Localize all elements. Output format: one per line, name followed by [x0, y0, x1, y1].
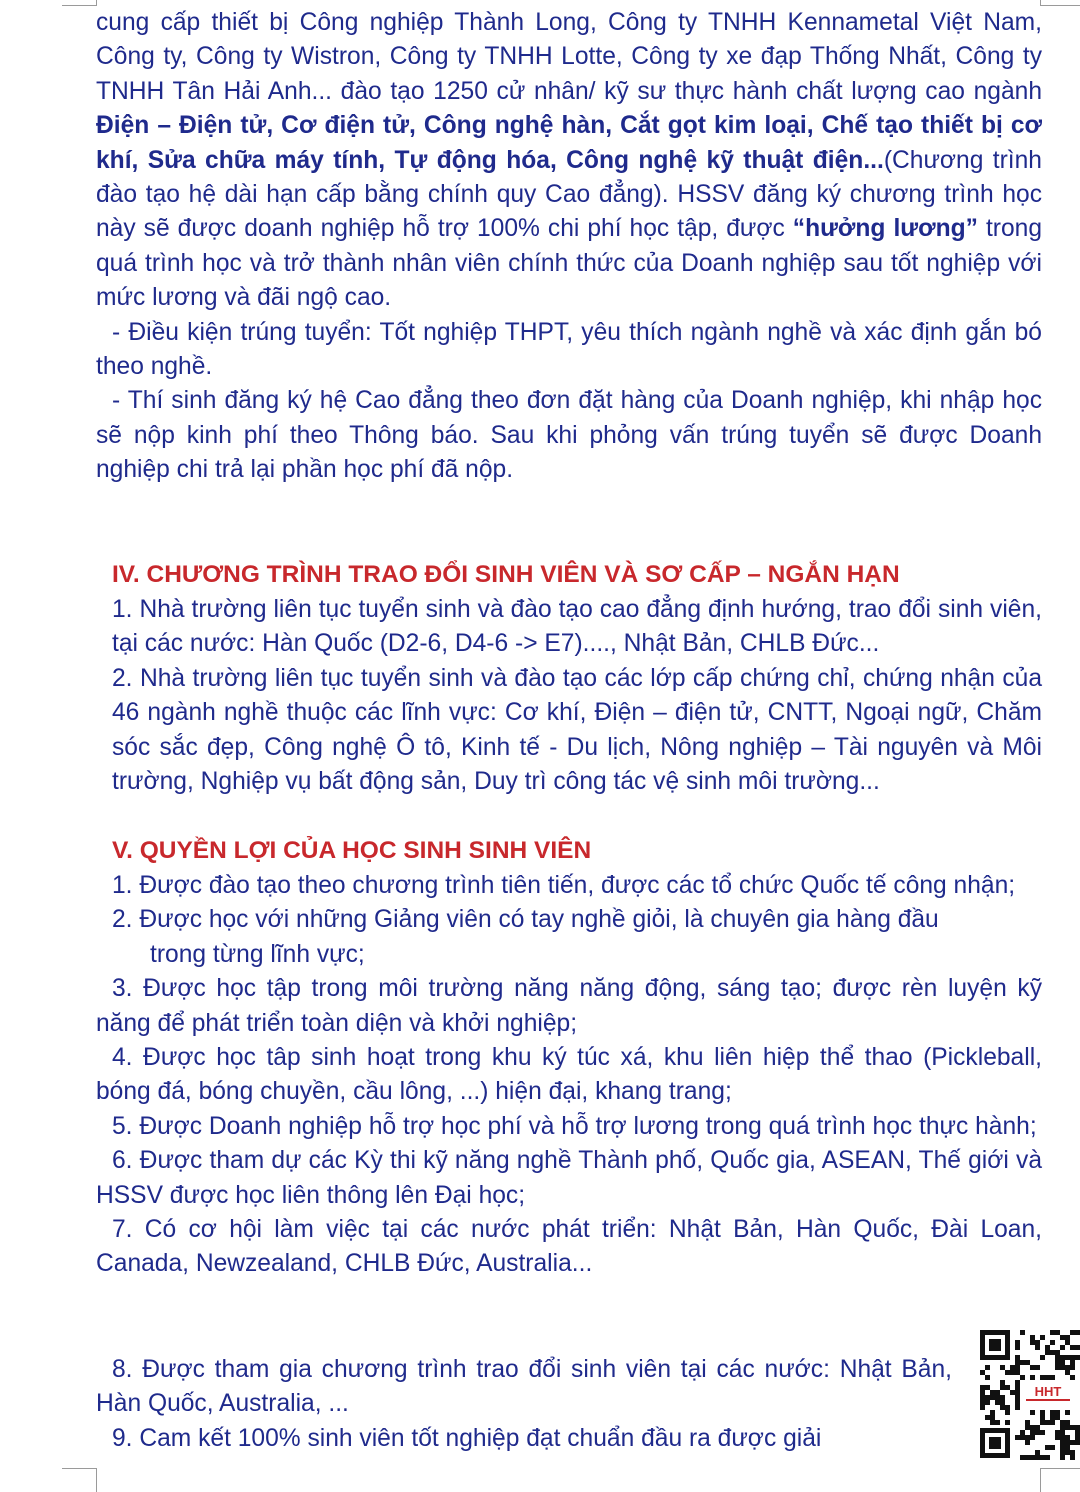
intro-block — [96, 6, 1042, 488]
qr-module — [985, 1385, 990, 1390]
paragraph-text: trong quá trình học và trở thành nhân viên chính thức của Doanh nghiệp sau tốt nghiệp với mức lương và đãi ngộ cao. — [96, 215, 1042, 312]
qr-module — [985, 1365, 990, 1370]
qr-module — [1015, 1400, 1020, 1405]
qr-module — [1045, 1375, 1050, 1380]
qr-module — [1020, 1430, 1025, 1435]
qr-code-image — [978, 1328, 1080, 1462]
section-v-list-narrow — [96, 1353, 952, 1456]
qr-module — [1030, 1375, 1035, 1380]
qr-module — [985, 1375, 990, 1380]
qr-module — [995, 1420, 1000, 1425]
qr-module — [1050, 1410, 1055, 1415]
qr-module — [1070, 1345, 1075, 1350]
qr-module — [1035, 1340, 1040, 1345]
qr-module — [1055, 1355, 1060, 1360]
list-item: 9. Cam kết 100% sinh viên tốt nghiệp đạt chuẩn đầu ra được giải — [112, 1424, 822, 1452]
qr-module — [1005, 1385, 1010, 1390]
qr-module — [990, 1415, 995, 1420]
list-item: 7. Có cơ hội làm việc tại các nước phát triển: Nhật Bản, Hàn Quốc, Đài Loan, Canada, Newzealand, CHLB Đức, Australia... — [96, 1216, 1042, 1278]
list-item: 8. Được tham gia chương trình trao đổi sinh viên tại các nước: Nhật Bản, Hàn Quốc, Australia, ... — [96, 1356, 952, 1418]
qr-module — [1015, 1380, 1020, 1385]
qr-module — [1065, 1420, 1070, 1425]
qr-module — [1040, 1375, 1045, 1380]
qr-module — [1055, 1435, 1060, 1440]
qr-module — [1070, 1360, 1075, 1365]
qr-module — [1050, 1375, 1055, 1380]
qr-module — [1060, 1445, 1065, 1450]
qr-module — [1060, 1450, 1065, 1455]
qr-module — [1030, 1430, 1035, 1435]
qr-module — [1060, 1365, 1065, 1370]
qr-module — [1015, 1355, 1020, 1360]
qr-module — [1030, 1455, 1035, 1460]
qr-module — [1040, 1355, 1045, 1360]
qr-module — [1065, 1435, 1070, 1440]
qr-module — [1075, 1430, 1080, 1435]
qr-module — [1065, 1355, 1070, 1360]
list-item: 1. Được đào tạo theo chương trình tiên tiến, được các tổ chức Quốc tế công nhận; — [112, 872, 1016, 899]
qr-module — [1015, 1360, 1020, 1365]
qr-module — [1060, 1345, 1065, 1350]
qr-module — [990, 1390, 995, 1395]
qr-module — [1060, 1430, 1065, 1435]
qr-module — [1000, 1365, 1005, 1370]
list-item: 5. Được Doanh nghiệp hỗ trợ học phí và hỗ trợ lương trong quá trình học thực hành; — [112, 1112, 1037, 1140]
qr-module — [980, 1370, 985, 1375]
section-v-list — [96, 869, 1042, 1282]
qr-module — [1075, 1425, 1080, 1430]
qr-module — [1030, 1435, 1035, 1440]
qr-module — [1020, 1455, 1025, 1460]
qr-module — [1030, 1425, 1035, 1430]
qr-module — [1015, 1365, 1020, 1370]
qr-module — [1035, 1425, 1040, 1430]
qr-module — [1065, 1425, 1070, 1430]
qr-module — [1055, 1365, 1060, 1370]
list-item: 3. Được học tập trong môi trường năng năng động, sáng tạo; được rèn luyện kỹ năng để phát triển toàn diện và khởi nghiệp; — [96, 975, 1042, 1037]
qr-module — [1045, 1345, 1050, 1350]
qr-module — [1020, 1360, 1025, 1365]
list-item: 1. Nhà trường liên tục tuyển sinh và đào tạo cao đẳng định hướng, trao đổi sinh viên, tại các nước: Hàn Quốc (D2-6, D4-6 -> E7)...., Nhật Bản, CHLB Đức... — [112, 596, 1042, 658]
section-v-heading: V. QUYỀN LỢI CỦA HỌC SINH SINH VIÊN — [112, 837, 592, 864]
section-iv-list — [96, 593, 1042, 799]
qr-module — [980, 1390, 985, 1395]
qr-module — [1020, 1330, 1025, 1335]
qr-module — [1050, 1340, 1055, 1345]
qr-module — [1060, 1455, 1065, 1460]
qr-module — [1015, 1370, 1020, 1375]
qr-module — [985, 1415, 990, 1420]
qr-module — [990, 1395, 995, 1400]
qr-module — [1075, 1345, 1080, 1350]
qr-module — [1050, 1415, 1055, 1420]
qr-module — [1015, 1340, 1020, 1345]
qr-module — [1070, 1365, 1075, 1370]
qr-module — [1065, 1445, 1070, 1450]
qr-module — [1035, 1455, 1040, 1460]
qr-module — [1020, 1435, 1025, 1440]
tuition-refund-note: - Thí sinh đăng ký hệ Cao đẳng theo đơn đặt hàng của Doanh nghiệp, khi nhập học sẽ nộp kinh phí theo Thông báo. Sau khi phỏng vấn trúng tuyển sẽ được Doanh nghiệp chi trả lại phần học phí đã nộp. — [96, 387, 1042, 484]
qr-module — [1055, 1410, 1060, 1415]
paragraph-text: cung cấp thiết bị Công nghiệp Thành Long, Công ty TNHH Kennametal Việt Nam, Công ty, Công ty Wistron, Công ty TNHH Lotte, Công ty xe đạp Thống Nhất, Công ty TNHH Tân Hải Anh... đào tạo 1250 cử nhân/ kỹ sư thực hành chất lượng cao ngành — [96, 9, 1042, 105]
qr-module — [980, 1405, 985, 1410]
list-item-continuation: trong từng lĩnh vực; — [150, 940, 365, 968]
qr-module — [1000, 1380, 1005, 1385]
qr-module — [1015, 1390, 1020, 1395]
qr-module — [1050, 1420, 1055, 1425]
qr-module — [1075, 1355, 1080, 1360]
qr-code[interactable] — [978, 1328, 1080, 1462]
qr-module — [1030, 1365, 1035, 1370]
salary-bold-text: “hưởng lương” — [792, 215, 978, 243]
qr-module — [1070, 1375, 1075, 1380]
qr-module — [1015, 1345, 1020, 1350]
section-iv-heading: IV. CHƯƠNG TRÌNH TRAO ĐỔI SINH VIÊN VÀ SƠ CẤP – NGẮN HẠN — [112, 561, 900, 588]
list-item: 2. Được học với những Giảng viên có tay nghề giỏi, là chuyên gia hàng đầu — [112, 906, 939, 934]
qr-module — [1065, 1440, 1070, 1445]
qr-module — [1030, 1410, 1035, 1415]
qr-module — [1055, 1430, 1060, 1435]
qr-module — [1065, 1450, 1070, 1455]
qr-module — [1045, 1420, 1050, 1425]
qr-module — [1075, 1440, 1080, 1445]
qr-module — [990, 1420, 995, 1425]
qr-module — [1070, 1455, 1075, 1460]
qr-module — [1025, 1440, 1030, 1445]
qr-module — [1000, 1400, 1005, 1405]
qr-module — [1025, 1425, 1030, 1430]
qr-module — [1045, 1455, 1050, 1460]
qr-module — [1000, 1385, 1005, 1390]
qr-module — [1055, 1360, 1060, 1365]
qr-module — [1045, 1445, 1050, 1450]
qr-module — [980, 1400, 985, 1405]
qr-module — [990, 1410, 995, 1415]
qr-logo-text: HHT — [1034, 1384, 1062, 1399]
qr-module — [1025, 1435, 1030, 1440]
qr-module — [1035, 1450, 1040, 1455]
qr-module — [1025, 1420, 1030, 1425]
qr-module — [1045, 1350, 1050, 1355]
qr-module — [1055, 1330, 1060, 1335]
qr-module — [1005, 1370, 1010, 1375]
qr-module — [1040, 1455, 1045, 1460]
qr-module — [1040, 1335, 1045, 1340]
qr-module — [1025, 1360, 1030, 1365]
qr-module — [985, 1395, 990, 1400]
qr-module — [1035, 1430, 1040, 1435]
qr-module — [1065, 1370, 1070, 1375]
program-paragraph — [96, 6, 1042, 316]
qr-module — [1050, 1445, 1055, 1450]
qr-module — [1015, 1385, 1020, 1390]
qr-module — [1035, 1365, 1040, 1370]
qr-module — [1005, 1410, 1010, 1415]
qr-module — [1040, 1430, 1045, 1435]
qr-module — [1070, 1425, 1075, 1430]
qr-module — [980, 1395, 985, 1400]
qr-module — [980, 1385, 985, 1390]
qr-module — [1070, 1440, 1075, 1445]
qr-module — [1055, 1350, 1060, 1355]
qr-module — [1070, 1355, 1075, 1360]
qr-module — [1060, 1335, 1065, 1340]
qr-module — [995, 1390, 1000, 1395]
list-item: 4. Được học tâp sinh hoạt trong khu ký túc xá, khu liên hiệp thể thao (Pickleball, bóng đá, bóng chuyền, cầu lông, ...) hiện đại, khang trang; — [96, 1044, 1042, 1106]
qr-module — [1040, 1415, 1045, 1420]
paragraph-text: (Chương trình đào tạo hệ dài hạn cấp bằng chính quy Cao đẳng). HSSV đăng ký chương trình học này sẽ được doanh nghiệp hỗ trợ 100% chi phí học tập, được — [96, 146, 1042, 243]
qr-module — [1035, 1345, 1040, 1350]
qr-module — [1040, 1420, 1045, 1425]
qr-module — [1060, 1440, 1065, 1445]
qr-module — [1030, 1340, 1035, 1345]
qr-module — [1010, 1370, 1015, 1375]
qr-module — [1070, 1450, 1075, 1455]
list-item: 6. Được tham dự các Kỳ thi kỹ năng nghề Thành phố, Quốc gia, ASEAN, Thế giới và HSSV được học liên thông lên Đại học; — [96, 1147, 1042, 1209]
qr-module — [1070, 1330, 1075, 1335]
qr-module — [985, 1400, 990, 1405]
qr-module — [1030, 1335, 1035, 1340]
admission-condition: - Điều kiện trúng tuyển: Tốt nghiệp THPT, yêu thích ngành nghề và xác định gắn bó theo nghề. — [96, 318, 1042, 381]
qr-module — [1055, 1415, 1060, 1420]
list-item: 2. Nhà trường liên tục tuyển sinh và đào tạo các lớp cấp chứng chỉ, chứng nhận của 46 ngành nghề thuộc các lĩnh vực: Cơ khí, Điện – điện tử, CNTT, Ngoại ngữ, Chăm sóc sắc đẹp, Công nghệ Ô tô, Kinh tế - Du lịch, Nông nghiệp – Tài nguyên và Môi trường, Nghiệp vụ bất động sản, Duy trì công tác vệ sinh môi trường... — [112, 664, 1042, 796]
qr-module — [1015, 1405, 1020, 1410]
qr-module — [995, 1395, 1000, 1400]
qr-module — [1020, 1375, 1025, 1380]
qr-module — [1015, 1435, 1020, 1440]
qr-module — [1015, 1395, 1020, 1400]
qr-module — [1060, 1420, 1065, 1425]
qr-module — [1005, 1405, 1010, 1410]
qr-module — [1040, 1410, 1045, 1415]
qr-module — [1050, 1350, 1055, 1355]
qr-module — [1010, 1390, 1015, 1395]
qr-module — [1065, 1365, 1070, 1370]
qr-module — [1025, 1455, 1030, 1460]
qr-module — [1000, 1395, 1005, 1400]
qr-module — [1060, 1425, 1065, 1430]
qr-module — [1065, 1335, 1070, 1340]
majors-bold-text: Điện – Điện tử, Cơ điện tử, Công nghệ hàn, Cắt gọt kim loại, Chế tạo thiết bị cơ khí, Sửa chữa máy tính, Tự động hóa, Công nghệ kỹ thuật điện... — [96, 112, 1042, 174]
qr-module — [1065, 1410, 1070, 1415]
qr-module — [1060, 1360, 1065, 1365]
qr-module — [1000, 1405, 1005, 1410]
qr-module — [1075, 1435, 1080, 1440]
qr-module — [1075, 1330, 1080, 1335]
qr-module — [1010, 1365, 1015, 1370]
qr-module — [1060, 1355, 1065, 1360]
qr-module — [1005, 1420, 1010, 1425]
qr-module — [1065, 1340, 1070, 1345]
qr-module — [1050, 1330, 1055, 1335]
qr-module — [1060, 1435, 1065, 1440]
qr-module — [995, 1400, 1000, 1405]
